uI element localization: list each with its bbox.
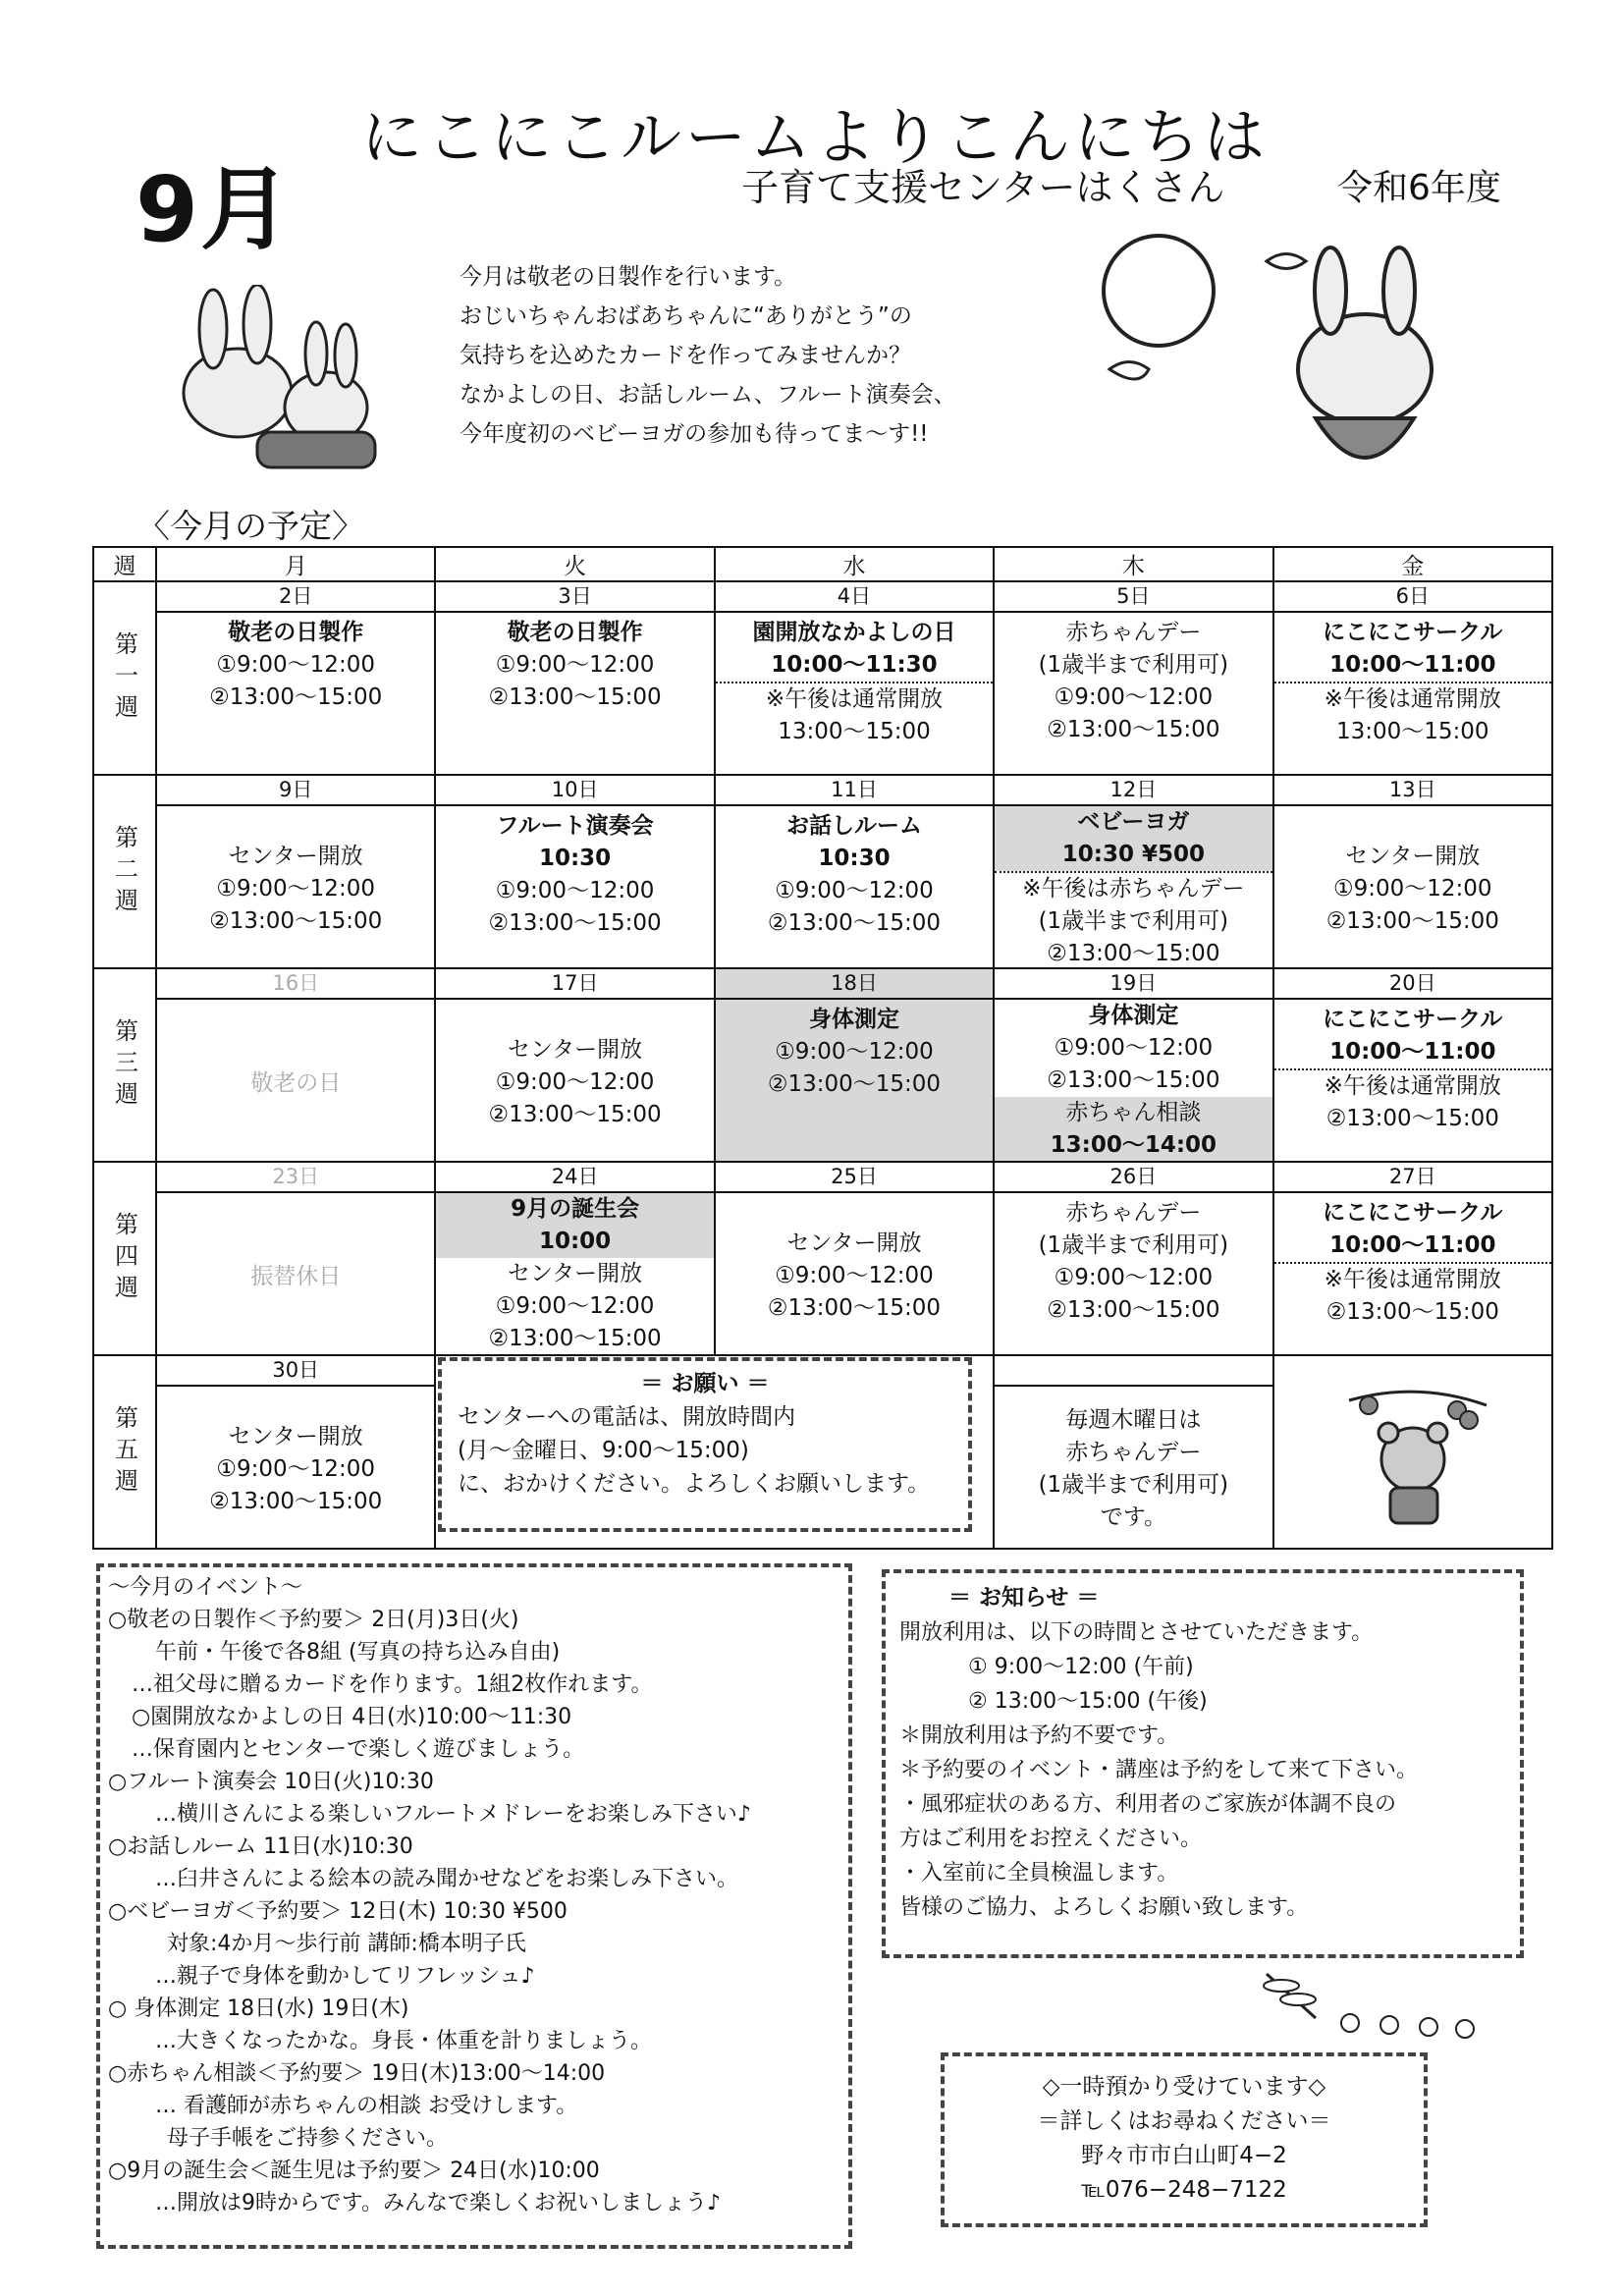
inquiry-note: ＝詳しくはお尋ねください＝ xyxy=(1037,2108,1331,2134)
time-slot: ①9:00〜12:00 xyxy=(1054,684,1214,710)
header-week: 週 xyxy=(93,547,156,581)
day-cell xyxy=(715,775,994,968)
time-slot: ②13:00〜15:00 xyxy=(488,1326,662,1351)
request-line: センターへの電話は、開放時間内 xyxy=(458,1404,796,1430)
event-heading: ○園開放なかよしの日 4日(水)10:00〜11:30 xyxy=(132,1705,572,1729)
event-name: センター開放 xyxy=(508,1036,643,1063)
event-name: ベビーヨガ xyxy=(995,806,1271,839)
day-cell xyxy=(435,1162,714,1355)
day-date: 6日 xyxy=(1274,582,1551,613)
event-item xyxy=(108,1895,840,1993)
event-item xyxy=(108,1993,840,2057)
event-name: センター開放 xyxy=(508,1261,643,1286)
day-date: 23日 xyxy=(157,1163,434,1193)
thursday-note-cell xyxy=(994,1355,1272,1549)
holiday-label: 敬老の日 xyxy=(250,1069,342,1096)
day-date: 3日 xyxy=(436,582,713,613)
event-note: (1歳半まで利用可) xyxy=(1038,1232,1229,1258)
consultation-name: 赤ちゃん相談 xyxy=(995,1097,1271,1129)
day-cell xyxy=(994,1162,1272,1355)
day-cell xyxy=(715,968,994,1162)
note-line: 毎週木曜日は xyxy=(1065,1407,1202,1433)
intro-line: なかよしの日、お話しルーム、フルート演奏会、 xyxy=(460,382,956,408)
day-date: 30日 xyxy=(157,1356,434,1387)
event-item xyxy=(108,1604,840,1701)
info-line: ・風邪症状のある方、利用者のご家族が体調不良の xyxy=(899,1792,1397,1817)
info-title: ＝ お知らせ ＝ xyxy=(948,1585,1100,1611)
day-date: 27日 xyxy=(1274,1163,1551,1193)
event-name: 身体測定 xyxy=(1088,1003,1179,1028)
event-name: センター開放 xyxy=(228,1423,363,1449)
event-detail: 午前・午後で各8組 (写真の持ち込み自由) xyxy=(155,1640,561,1665)
event-detail: … 看護師が赤ちゃんの相談 お受けします。 xyxy=(155,2094,578,2118)
day-cell xyxy=(1273,968,1552,1162)
day-cell xyxy=(994,968,1272,1162)
page-title: にこにこルームよりこんにちは xyxy=(361,101,1270,173)
day-date: 5日 xyxy=(995,582,1271,613)
day-date: 9日 xyxy=(157,776,434,806)
afternoon-note: ※午後は通常開放 xyxy=(1274,1262,1551,1296)
info-line: 開放利用は、以下の時間とさせていただきます。 xyxy=(899,1620,1374,1645)
afternoon-note: ※午後は通常開放 xyxy=(1274,682,1551,716)
time-slot: 13:00〜15:00 xyxy=(1335,719,1489,744)
time-slot: ①9:00〜12:00 xyxy=(216,1455,375,1482)
event-time: 10:30 xyxy=(538,846,612,871)
day-date: 16日 xyxy=(157,969,434,1000)
sun-and-rabbit-illustration xyxy=(1070,232,1502,507)
event-name: 赤ちゃんデー xyxy=(1065,620,1202,645)
time-slot: ①9:00〜12:00 xyxy=(775,1039,934,1065)
day-date: 4日 xyxy=(716,582,993,613)
consultation-time: 13:00〜14:00 xyxy=(995,1129,1271,1162)
event-time: 10:00〜11:00 xyxy=(1329,1039,1496,1065)
day-date: 2日 xyxy=(157,582,434,613)
time-slot: ①9:00〜12:00 xyxy=(495,878,655,903)
event-detail: …臼井さんによる絵本の読み聞かせなどをお楽しみ下さい。 xyxy=(155,1867,739,1891)
intro-line: 今月は敬老の日製作を行います。 xyxy=(460,264,797,290)
event-note: (1歳半まで利用可) xyxy=(1038,908,1229,934)
week-row xyxy=(93,775,1552,968)
week-row xyxy=(93,1162,1552,1355)
month-heading: 9月 xyxy=(135,157,294,262)
day-date: 19日 xyxy=(995,969,1271,1000)
event-detail: …横川さんによる楽しいフルートメドレーをお楽しみ下さい♪ xyxy=(155,1802,751,1827)
header-fri: 金 xyxy=(1273,547,1552,581)
day-date: 20日 xyxy=(1274,969,1551,1000)
time-slot: ②13:00〜15:00 xyxy=(1047,1067,1220,1093)
event-detail: …大きくなったかな。身長・体重を計りましょう。 xyxy=(155,2029,653,2053)
center-name: 子育て支援センターはくさん xyxy=(741,166,1225,209)
event-detail: …祖父母に贈るカードを作ります。1組2枚作れます。 xyxy=(132,1672,653,1697)
day-date: 11日 xyxy=(716,776,993,806)
week-label: 第一週 xyxy=(93,581,156,775)
day-cell xyxy=(435,775,714,968)
info-line: 皆様のご協力、よろしくお願い致します。 xyxy=(899,1895,1309,1920)
time-slot: ①9:00〜12:00 xyxy=(1333,875,1492,902)
request-line: に、おかけください。よろしくお願いします。 xyxy=(458,1471,931,1497)
event-name: 園開放なかよしの日 xyxy=(752,620,956,645)
afternoon-note: ※午後は通常開放 xyxy=(1274,1068,1551,1103)
request-line: (月〜金曜日、9:00〜15:00) xyxy=(458,1438,749,1463)
time-slot: 13:00〜15:00 xyxy=(778,719,931,744)
time-slot: ②13:00〜15:00 xyxy=(767,1294,942,1321)
time-slot: ②13:00〜15:00 xyxy=(767,1071,942,1097)
header-thu: 木 xyxy=(994,547,1272,581)
fiscal-year: 令和6年度 xyxy=(1337,168,1501,208)
day-date: 25日 xyxy=(716,1163,993,1193)
event-detail: 母子手帳をご持参ください。 xyxy=(167,2126,449,2151)
day-date: 17日 xyxy=(436,969,713,1000)
event-time: 10:00 xyxy=(436,1226,713,1258)
day-cell xyxy=(156,775,435,968)
event-name: お話しルーム xyxy=(785,813,922,839)
address: 野々市市白山町4−2 xyxy=(1081,2143,1287,2168)
phone-number: ℡076−248−7122 xyxy=(1081,2177,1287,2203)
day-cell xyxy=(715,581,994,775)
intro-line: 今年度初のベビーヨガの参加も待ってま〜す!! xyxy=(460,421,929,447)
event-name: センター開放 xyxy=(228,843,363,869)
day-date: 10日 xyxy=(436,776,713,806)
week-label: 第五週 xyxy=(93,1355,156,1549)
time-slot: ②13:00〜15:00 xyxy=(209,1488,383,1514)
week-label: 第四週 xyxy=(93,1162,156,1355)
events-list xyxy=(96,1563,852,2249)
event-time: 10:00〜11:00 xyxy=(1329,652,1496,678)
time-slot: ②13:00〜15:00 xyxy=(1047,1297,1220,1323)
time-slot: ②13:00〜15:00 xyxy=(1325,1299,1499,1325)
event-time: 10:00〜11:00 xyxy=(1329,1232,1496,1258)
time-slot: ②13:00〜15:00 xyxy=(1047,717,1220,742)
event-time: 10:30 xyxy=(818,846,891,871)
request-title: ＝ お願い ＝ xyxy=(640,1371,770,1396)
week-row xyxy=(93,581,1552,775)
week-label: 第二週 xyxy=(93,775,156,968)
day-cell xyxy=(435,968,714,1162)
contact-box xyxy=(941,2052,1428,2227)
info-line: ＊開放利用は予約不要です。 xyxy=(899,1723,1179,1748)
event-heading: ○お話しルーム 11日(水)10:30 xyxy=(108,1834,413,1859)
event-name: にこにこサークル xyxy=(1323,1007,1503,1032)
intro-message xyxy=(460,257,956,454)
bear-illustration-cell xyxy=(1273,1355,1552,1549)
event-name: 身体測定 xyxy=(808,1007,899,1032)
time-slot: ①9:00〜12:00 xyxy=(1054,1265,1214,1290)
event-name: 赤ちゃんデー xyxy=(1065,1200,1202,1226)
schedule-label: 〈今月の予定〉 xyxy=(137,507,364,545)
event-item xyxy=(108,2057,840,2155)
info-line: ・入室前に全員検温します。 xyxy=(899,1861,1179,1886)
request-notice xyxy=(438,1357,972,1532)
event-name: フルート演奏会 xyxy=(496,813,654,839)
day-cell xyxy=(715,1162,994,1355)
afternoon-note: ※午後は通常開放 xyxy=(716,682,993,716)
event-heading: ○9月の誕生会＜誕生児は予約要＞ 24日(水)10:00 xyxy=(108,2159,600,2183)
time-slot: ①9:00〜12:00 xyxy=(495,652,655,678)
intro-line: おじいちゃんおばあちゃんに“ありがとう”の xyxy=(460,303,912,329)
afternoon-note: ※午後は赤ちゃんデー xyxy=(995,871,1271,905)
event-name: 9月の誕生会 xyxy=(436,1193,713,1226)
event-heading: ○敬老の日製作＜予約要＞ 2日(月)3日(火) xyxy=(108,1608,519,1632)
time-slot: ②13:00〜15:00 xyxy=(767,910,942,936)
event-name: 敬老の日製作 xyxy=(228,620,364,645)
info-line: ＊予約要のイベント・講座は予約をして来て下さい。 xyxy=(899,1758,1419,1782)
event-detail: …親子で身体を動かしてリフレッシュ♪ xyxy=(155,1964,535,1989)
note-line: です。 xyxy=(1100,1504,1166,1530)
event-time: 10:00〜11:30 xyxy=(771,652,938,678)
event-item xyxy=(108,1831,840,1895)
event-name: センター開放 xyxy=(1345,843,1481,869)
event-detail: 対象:4か月〜歩行前 講師:橋本明子氏 xyxy=(167,1932,526,1956)
time-slot: ①9:00〜12:00 xyxy=(216,652,375,678)
time-slot: ①9:00〜12:00 xyxy=(1054,1035,1214,1061)
event-time: 10:30 ¥500 xyxy=(995,839,1271,871)
event-note: (1歳半まで利用可) xyxy=(1038,652,1229,678)
event-item xyxy=(108,1701,840,1766)
day-date: 26日 xyxy=(995,1163,1271,1193)
time-slot: ②13:00〜15:00 xyxy=(488,1101,662,1127)
day-date: 13日 xyxy=(1274,776,1551,806)
time-slot: ①9:00〜12:00 xyxy=(775,878,934,903)
time-slot: ②13:00〜15:00 xyxy=(1325,907,1499,934)
event-item xyxy=(108,1766,840,1831)
holiday-label: 振替休日 xyxy=(250,1263,342,1289)
day-cell xyxy=(156,1162,435,1355)
info-line: 方はご利用をお控えください。 xyxy=(899,1827,1203,1851)
event-name: にこにこサークル xyxy=(1323,1200,1503,1226)
rabbits-illustration xyxy=(169,285,424,471)
time-slot: ②13:00〜15:00 xyxy=(1325,1106,1499,1131)
intro-line: 気持ちを込めたカードを作ってみませんか？ xyxy=(460,343,911,368)
event-heading: ○フルート演奏会 10日(火)10:30 xyxy=(108,1770,434,1794)
event-item xyxy=(108,2155,840,2219)
info-notice xyxy=(882,1569,1524,1958)
info-line: ① 9:00〜12:00 (午前) xyxy=(968,1655,1194,1679)
time-slot: ①9:00〜12:00 xyxy=(216,875,375,902)
event-heading: ○ 身体測定 18日(水) 19日(木) xyxy=(108,1996,409,2021)
bear-with-grapes-illustration xyxy=(1329,1386,1496,1533)
day-cell xyxy=(1273,775,1552,968)
event-heading: ○ベビーヨガ＜予約要＞ 12日(木) 10:30 ¥500 xyxy=(108,1899,568,1924)
day-cell xyxy=(994,581,1272,775)
week-label: 第三週 xyxy=(93,968,156,1162)
event-heading: ○赤ちゃん相談＜予約要＞ 19日(木)13:00〜14:00 xyxy=(108,2061,606,2086)
time-slot: ②13:00〜15:00 xyxy=(488,910,662,936)
day-cell xyxy=(1273,581,1552,775)
day-cell xyxy=(994,775,1272,968)
time-slot: ②13:00〜15:00 xyxy=(1047,941,1220,966)
day-cell xyxy=(156,581,435,775)
time-slot: ①9:00〜12:00 xyxy=(775,1262,934,1288)
time-slot: ①9:00〜12:00 xyxy=(495,1068,655,1095)
events-title: 〜今月のイベント〜 xyxy=(108,1575,303,1600)
day-cell xyxy=(156,968,435,1162)
event-detail: …保育園内とセンターで楽しく遊びましょう。 xyxy=(132,1737,585,1762)
note-line: (1歳半まで利用可) xyxy=(1038,1472,1229,1498)
info-line: ② 13:00〜15:00 (午後) xyxy=(968,1689,1208,1714)
event-name: 敬老の日製作 xyxy=(507,620,643,645)
time-slot: ②13:00〜15:00 xyxy=(209,684,383,710)
dragonfly-flowers-decoration xyxy=(1247,1964,1502,2052)
day-date: 12日 xyxy=(995,776,1271,806)
header-tue: 火 xyxy=(435,547,714,581)
header-mon: 月 xyxy=(156,547,435,581)
header-wed: 水 xyxy=(715,547,994,581)
day-cell xyxy=(1273,1162,1552,1355)
day-cell xyxy=(156,1355,435,1549)
time-slot: ②13:00〜15:00 xyxy=(209,907,383,934)
note-line: 赤ちゃんデー xyxy=(1065,1440,1202,1465)
event-name: にこにこサークル xyxy=(1323,620,1503,645)
day-date: 24日 xyxy=(436,1163,713,1193)
day-date: 18日 xyxy=(716,969,993,1000)
day-cell xyxy=(435,581,714,775)
event-name: センター開放 xyxy=(786,1230,922,1256)
week-row xyxy=(93,968,1552,1162)
time-slot: ②13:00〜15:00 xyxy=(488,684,662,710)
childcare-notice: ◇一時預かり受けています◇ xyxy=(1042,2074,1326,2100)
time-slot: ①9:00〜12:00 xyxy=(495,1293,655,1319)
event-detail: …開放は9時からです。みんなで楽しくお祝いしましょう♪ xyxy=(155,2191,722,2215)
